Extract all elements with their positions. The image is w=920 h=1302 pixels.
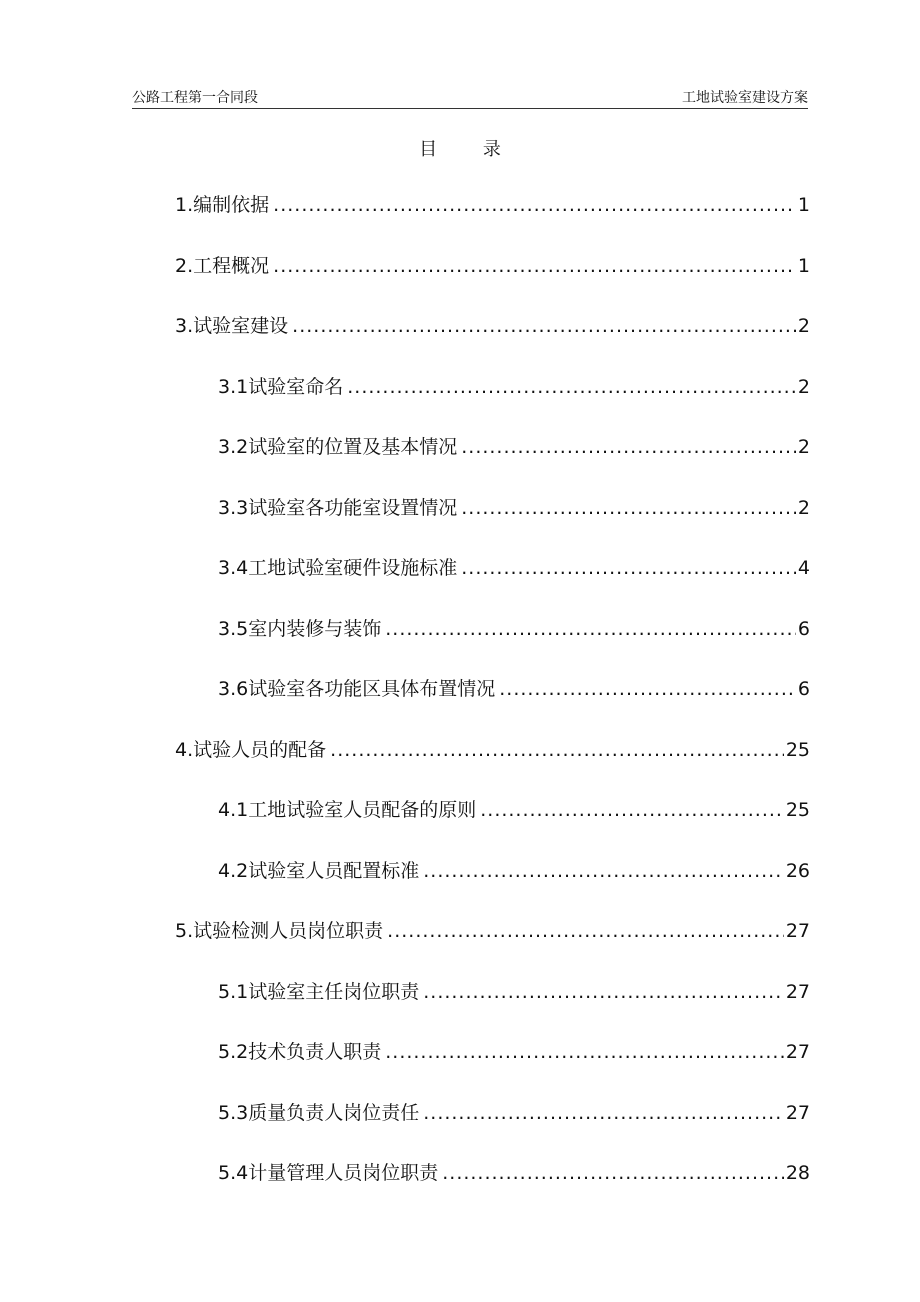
toc-entry-number: 3.1 bbox=[218, 375, 249, 398]
toc-entry[interactable] bbox=[175, 856, 810, 917]
toc-heading: 目 录 bbox=[419, 139, 521, 160]
toc-entry[interactable] bbox=[175, 190, 810, 251]
table-of-contents bbox=[175, 190, 810, 1219]
toc-entry[interactable] bbox=[175, 795, 810, 856]
page-header bbox=[132, 88, 808, 109]
toc-dot-leader bbox=[442, 1158, 784, 1188]
toc-dot-leader bbox=[423, 856, 784, 886]
toc-dot-leader bbox=[461, 553, 796, 583]
toc-entry-page: 2 bbox=[797, 436, 810, 458]
toc-entry-title: 计量管理人员岗位职责 bbox=[248, 1162, 439, 1184]
toc-entry-title: 工程概况 bbox=[193, 254, 270, 277]
toc-entry-number: 5.3 bbox=[218, 1101, 249, 1124]
toc-entry-number: 4.1 bbox=[218, 799, 249, 821]
toc-entry[interactable] bbox=[175, 614, 810, 675]
toc-entry-title: 试验室的位置及基本情况 bbox=[248, 436, 458, 458]
toc-entry-number: 3. bbox=[175, 315, 194, 337]
toc-entry-title: 试验室建设 bbox=[193, 315, 289, 337]
toc-entry[interactable] bbox=[175, 553, 810, 614]
toc-entry-page: 6 bbox=[797, 678, 810, 700]
header-project-name: 公路工程第一合同段 bbox=[132, 90, 258, 106]
toc-entry-number: 3.3 bbox=[218, 496, 249, 519]
toc-entry[interactable] bbox=[175, 977, 810, 1038]
toc-entry-number: 2. bbox=[175, 254, 194, 277]
toc-entry-number: 3.2 bbox=[218, 436, 249, 458]
toc-entry-number: 5.1 bbox=[218, 980, 249, 1003]
toc-entry[interactable] bbox=[175, 674, 810, 735]
toc-dot-leader bbox=[347, 372, 796, 402]
toc-entry-number: 5.2 bbox=[218, 1041, 249, 1063]
toc-entry-number: 3.4 bbox=[218, 557, 249, 579]
toc-dot-leader bbox=[461, 432, 796, 462]
toc-entry-page: 1 bbox=[797, 194, 810, 216]
toc-entry[interactable] bbox=[175, 372, 810, 433]
toc-entry[interactable] bbox=[175, 916, 810, 977]
toc-dot-leader bbox=[385, 614, 796, 644]
toc-entry-page: 1 bbox=[797, 254, 810, 277]
toc-dot-leader bbox=[480, 795, 784, 825]
toc-dot-leader bbox=[423, 1098, 784, 1128]
toc-entry-number: 3.5 bbox=[218, 617, 249, 640]
toc-entry-number: 1. bbox=[175, 194, 194, 216]
toc-entry-page: 27 bbox=[785, 980, 810, 1003]
toc-entry[interactable] bbox=[175, 1158, 810, 1219]
toc-dot-leader bbox=[292, 311, 796, 341]
toc-entry-page: 2 bbox=[797, 375, 810, 398]
toc-entry-title: 试验检测人员岗位职责 bbox=[193, 920, 384, 942]
toc-entry-title: 试验室各功能区具体布置情况 bbox=[248, 678, 496, 700]
toc-entry-page: 28 bbox=[785, 1162, 810, 1184]
toc-entry-page: 4 bbox=[797, 557, 810, 579]
toc-entry-title: 试验室主任岗位职责 bbox=[248, 980, 420, 1003]
toc-entry[interactable] bbox=[175, 311, 810, 372]
toc-entry-number: 4. bbox=[175, 738, 194, 761]
toc-entry[interactable] bbox=[175, 251, 810, 312]
toc-entry[interactable] bbox=[175, 432, 810, 493]
toc-entry-title: 工地试验室人员配备的原则 bbox=[248, 799, 477, 821]
toc-entry-title: 试验室人员配置标准 bbox=[248, 859, 420, 882]
toc-dot-leader bbox=[423, 977, 784, 1007]
toc-entry-page: 6 bbox=[797, 617, 810, 640]
toc-entry-title: 技术负责人职责 bbox=[248, 1041, 382, 1063]
toc-entry-page: 27 bbox=[785, 1101, 810, 1124]
toc-dot-leader bbox=[330, 735, 784, 765]
toc-entry-page: 26 bbox=[785, 859, 810, 882]
toc-entry-page: 2 bbox=[797, 496, 810, 519]
toc-entry-page: 25 bbox=[785, 738, 810, 761]
toc-dot-leader bbox=[461, 493, 796, 523]
toc-entry-number: 3.6 bbox=[218, 678, 249, 700]
toc-entry-title: 试验室命名 bbox=[248, 375, 344, 398]
header-document-title: 工地试验室建设方案 bbox=[682, 90, 808, 106]
toc-entry-page: 27 bbox=[785, 920, 810, 942]
toc-entry-title: 试验人员的配备 bbox=[193, 738, 327, 761]
toc-entry-title: 室内装修与装饰 bbox=[248, 617, 382, 640]
toc-entry-title: 编制依据 bbox=[193, 194, 270, 216]
toc-dot-leader bbox=[273, 190, 796, 220]
toc-entry[interactable] bbox=[175, 735, 810, 796]
toc-entry[interactable] bbox=[175, 1098, 810, 1159]
toc-entry-page: 25 bbox=[785, 799, 810, 821]
toc-dot-leader bbox=[273, 251, 796, 281]
toc-entry-title: 试验室各功能室设置情况 bbox=[248, 496, 458, 519]
toc-dot-leader bbox=[387, 916, 784, 946]
toc-entry[interactable] bbox=[175, 493, 810, 554]
toc-entry[interactable] bbox=[175, 1037, 810, 1098]
toc-dot-leader bbox=[385, 1037, 784, 1067]
toc-entry-number: 4.2 bbox=[218, 859, 249, 882]
toc-entry-title: 质量负责人岗位责任 bbox=[248, 1101, 420, 1124]
toc-entry-page: 27 bbox=[785, 1041, 810, 1063]
toc-entry-number: 5.4 bbox=[218, 1162, 249, 1184]
toc-entry-title: 工地试验室硬件设施标准 bbox=[248, 557, 458, 579]
toc-entry-number: 5. bbox=[175, 920, 194, 942]
toc-dot-leader bbox=[499, 674, 796, 704]
toc-entry-page: 2 bbox=[797, 315, 810, 337]
